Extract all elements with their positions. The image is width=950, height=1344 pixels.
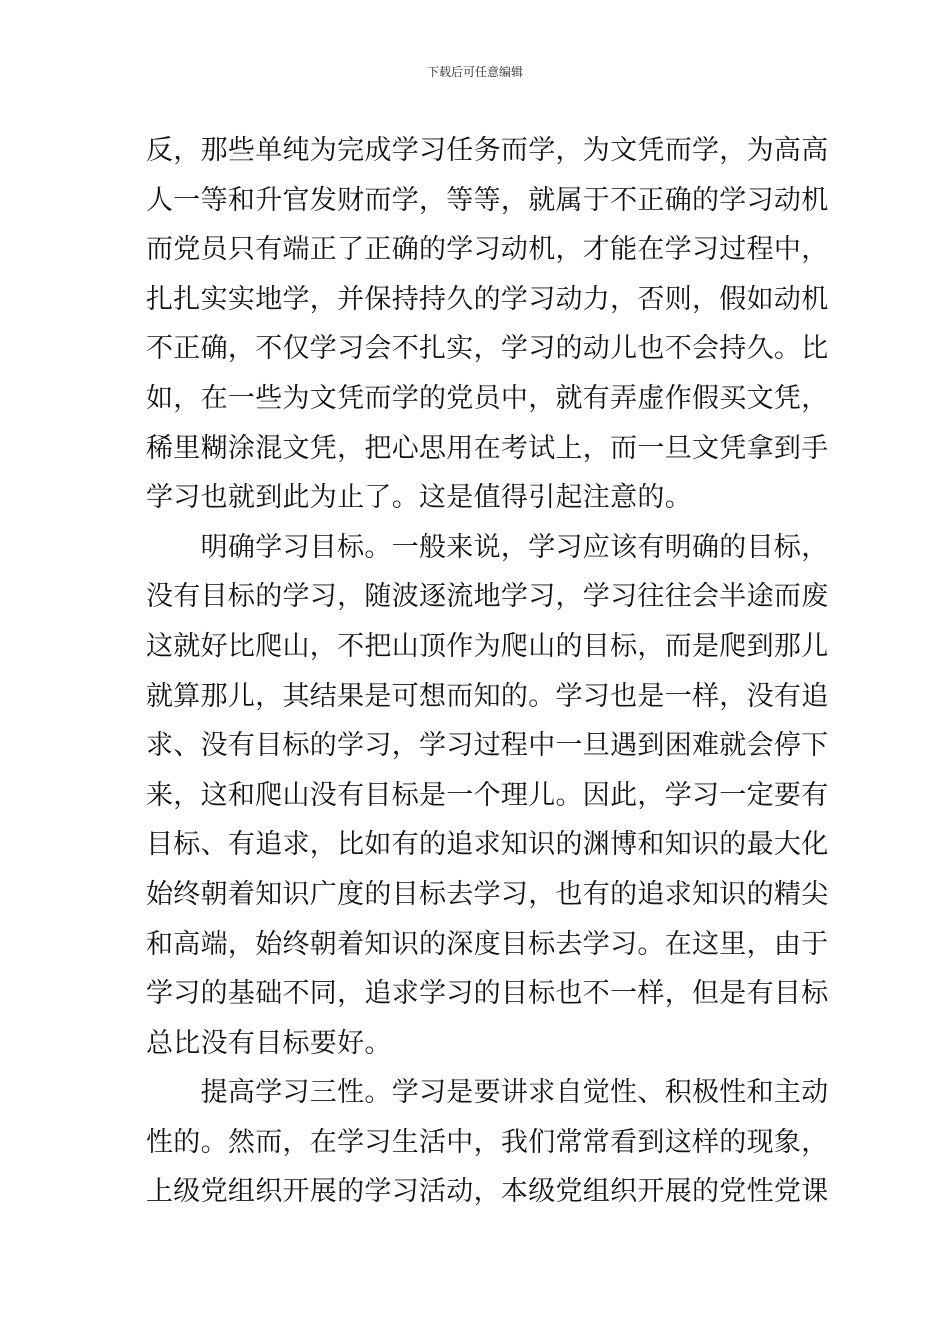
- text-line: 始终朝着知识广度的目标去学习，也有的追求知识的精尖: [146, 878, 829, 910]
- text-line: 稀里糊涂混文凭，把心思用在考试上，而一旦文凭拿到手: [146, 432, 829, 464]
- text-line: 人一等和升官发财而学，等等，就属于不正确的学习动机: [146, 184, 829, 216]
- text-line: 学习也就到此为止了。这是值得引起注意的。: [146, 482, 692, 514]
- text-line: 而党员只有端正了正确的学习动机，才能在学习过程中，: [146, 234, 829, 266]
- document-body: [146, 126, 829, 1217]
- text-line: 扎扎实实地学，并保持持久的学习动力，否则，假如动机: [146, 283, 829, 315]
- text-line: 没有目标的学习，随波逐流地学习，学习往往会半途而废: [146, 581, 829, 613]
- text-line: 明确学习目标。一般来说，学习应该有明确的目标，: [146, 531, 829, 563]
- text-line: 总比没有目标要好。: [146, 1027, 392, 1059]
- text-line: 如，在一些为文凭而学的党员中，就有弄虚作假买文凭，: [146, 382, 829, 414]
- text-line: 就算那儿，其结果是可想而知的。学习也是一样，没有追: [146, 680, 829, 712]
- text-line: 不正确，不仅学习会不扎实，学习的动儿也不会持久。比: [146, 333, 829, 365]
- text-line: 提高学习三性。学习是要讲求自觉性、积极性和主动: [146, 1077, 829, 1109]
- text-line: 学习的基础不同，追求学习的目标也不一样，但是有目标: [146, 978, 829, 1010]
- text-line: 求、没有目标的学习，学习过程中一旦遇到困难就会停下: [146, 730, 829, 762]
- text-line: 和高端，始终朝着知识的深度目标去学习。在这里，由于: [146, 928, 829, 960]
- text-line: 反，那些单纯为完成学习任务而学，为文凭而学，为高高: [146, 135, 829, 166]
- text-line: 来，这和爬山没有目标是一个理儿。因此，学习一定要有: [146, 779, 829, 811]
- text-line: 目标、有追求，比如有的追求知识的渊博和知识的最大化: [146, 829, 829, 861]
- text-line: 这就好比爬山，不把山顶作为爬山的目标，而是爬到那儿: [146, 630, 829, 662]
- text-line: 性的。然而，在学习生活中，我们常常看到这样的现象，: [146, 1126, 829, 1158]
- page-header: 下载后可任意编辑: [426, 65, 523, 79]
- text-line: 上级党组织开展的学习活动，本级党组织开展的党性党课: [146, 1176, 829, 1208]
